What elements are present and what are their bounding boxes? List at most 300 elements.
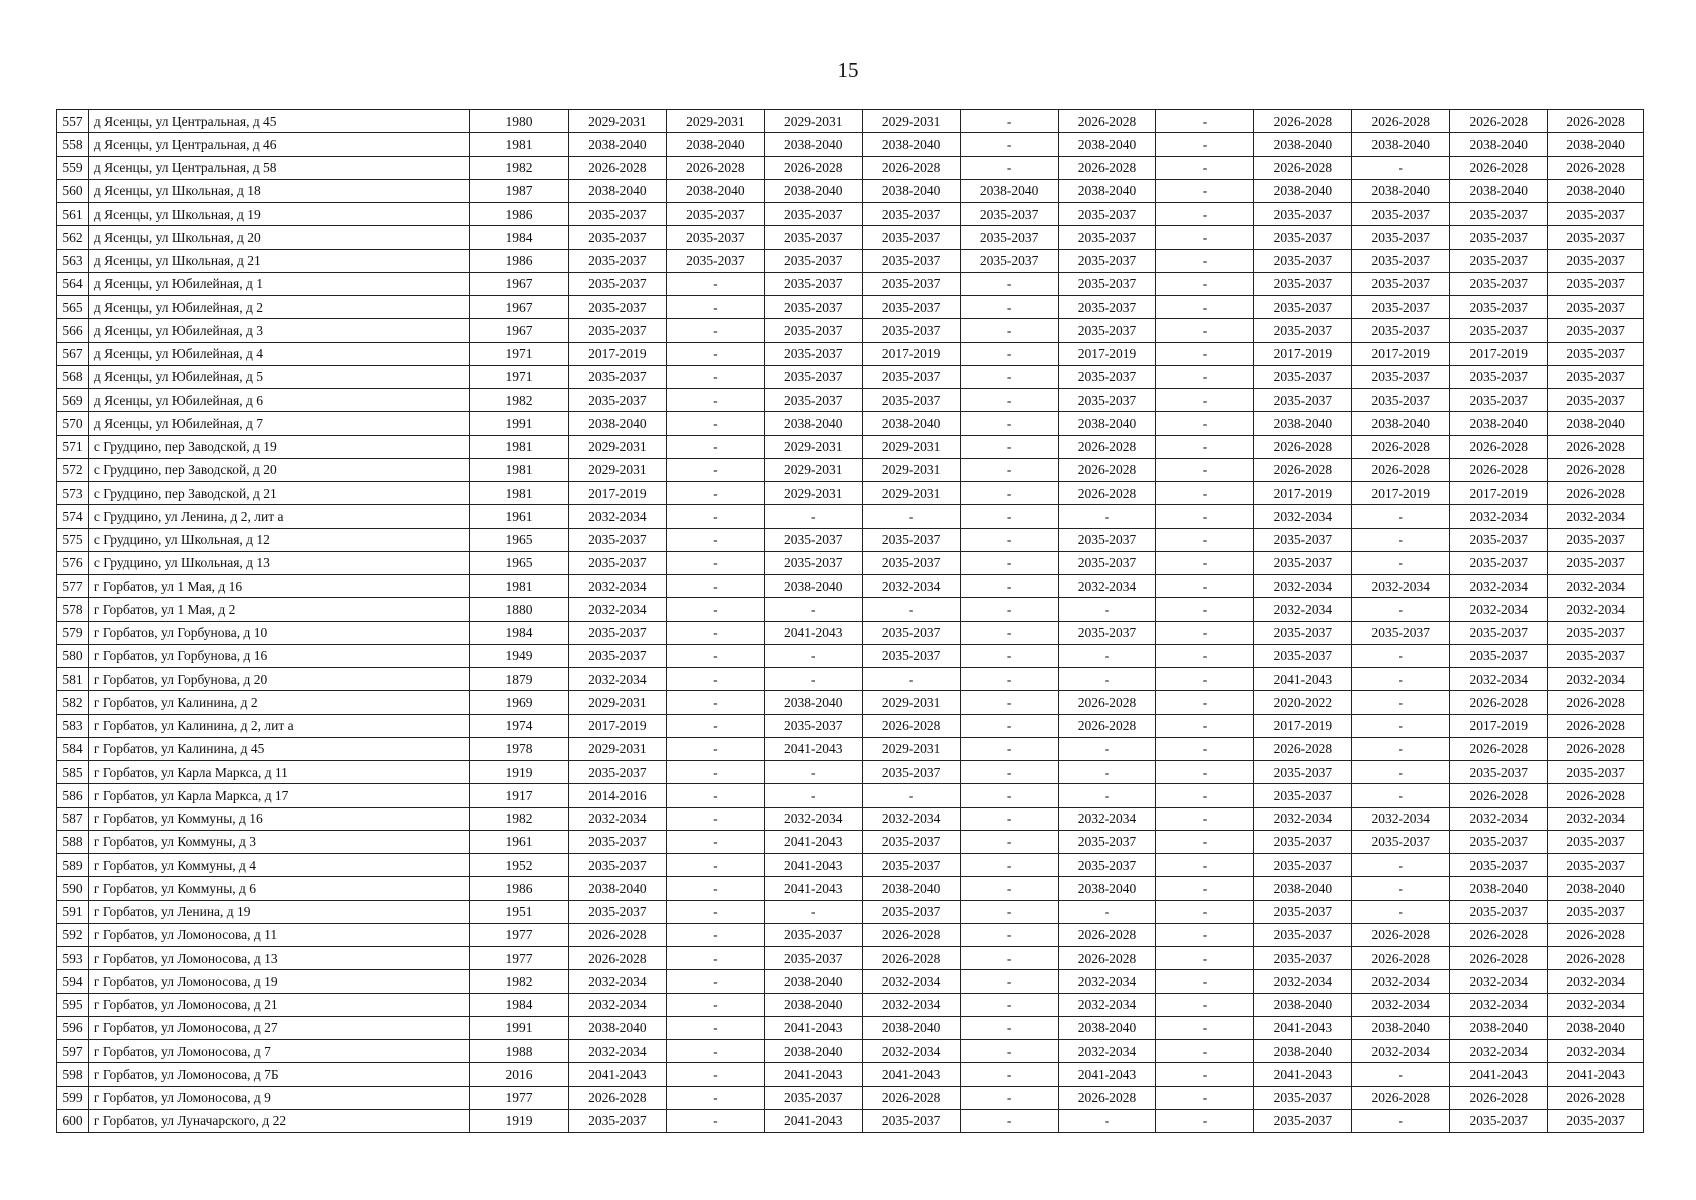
period-cell: 2041-2043 (764, 1063, 862, 1086)
period-cell: 2035-2037 (1548, 319, 1644, 342)
row-number-cell: 586 (57, 784, 89, 807)
period-cell: - (960, 1063, 1058, 1086)
period-cell: - (666, 900, 764, 923)
period-cell: 2035-2037 (1548, 203, 1644, 226)
period-cell: 2038-2040 (1254, 412, 1352, 435)
table-row (57, 458, 1644, 481)
period-cell: - (1156, 691, 1254, 714)
period-cell: 2026-2028 (862, 1086, 960, 1109)
address-cell: д Ясенцы, ул Юбилейная, д 5 (88, 365, 469, 388)
row-number-cell: 589 (57, 854, 89, 877)
row-number-cell: 559 (57, 156, 89, 179)
period-cell: 2026-2028 (1058, 691, 1156, 714)
period-cell: 2035-2037 (862, 900, 960, 923)
period-cell: 2035-2037 (1254, 830, 1352, 853)
table-row (57, 389, 1644, 412)
period-cell: - (666, 854, 764, 877)
period-cell: 2038-2040 (1352, 133, 1450, 156)
period-cell: 2035-2037 (568, 272, 666, 295)
period-cell: 2035-2037 (1058, 528, 1156, 551)
period-cell: - (666, 365, 764, 388)
period-cell: 2026-2028 (862, 714, 960, 737)
period-cell: - (764, 644, 862, 667)
period-cell: 2035-2037 (1254, 319, 1352, 342)
period-cell: - (666, 923, 764, 946)
period-cell: - (1352, 1063, 1450, 1086)
period-cell: - (1156, 854, 1254, 877)
period-cell: 2029-2031 (862, 482, 960, 505)
period-cell: - (960, 482, 1058, 505)
period-cell: 2032-2034 (862, 807, 960, 830)
period-cell: 2026-2028 (1548, 156, 1644, 179)
period-cell: - (1156, 970, 1254, 993)
period-cell: 2038-2040 (1450, 877, 1548, 900)
address-cell: с Грудцино, ул Ленина, д 2, лит а (88, 505, 469, 528)
period-cell: 2035-2037 (568, 319, 666, 342)
period-cell: 2038-2040 (764, 179, 862, 202)
address-cell: с Грудцино, пер Заводской, д 20 (88, 458, 469, 481)
period-cell: - (960, 133, 1058, 156)
period-cell: - (960, 947, 1058, 970)
period-cell: 2032-2034 (1548, 970, 1644, 993)
year-cell: 1984 (469, 993, 568, 1016)
address-cell: с Грудцино, пер Заводской, д 21 (88, 482, 469, 505)
table-row (57, 691, 1644, 714)
address-cell: д Ясенцы, ул Центральная, д 58 (88, 156, 469, 179)
period-cell: - (1352, 854, 1450, 877)
period-cell: - (960, 854, 1058, 877)
period-cell: - (960, 389, 1058, 412)
period-cell: 2032-2034 (1548, 505, 1644, 528)
row-number-cell: 577 (57, 575, 89, 598)
year-cell: 1974 (469, 714, 568, 737)
period-cell: - (960, 830, 1058, 853)
period-cell: 2032-2034 (1450, 1040, 1548, 1063)
period-cell: 2035-2037 (1058, 365, 1156, 388)
period-cell: - (666, 1063, 764, 1086)
period-cell: - (1156, 993, 1254, 1016)
period-cell: 2038-2040 (764, 970, 862, 993)
row-number-cell: 598 (57, 1063, 89, 1086)
period-cell: 2041-2043 (764, 737, 862, 760)
year-cell: 1951 (469, 900, 568, 923)
row-number-cell: 557 (57, 110, 89, 133)
period-cell: 2038-2040 (862, 1016, 960, 1039)
period-cell: 2035-2037 (1450, 296, 1548, 319)
period-cell: - (1352, 714, 1450, 737)
period-cell: 2038-2040 (1058, 1016, 1156, 1039)
period-cell: - (1156, 505, 1254, 528)
period-cell: 2026-2028 (1058, 947, 1156, 970)
period-cell: 2035-2037 (568, 761, 666, 784)
period-cell: - (764, 784, 862, 807)
address-cell: г Горбатов, ул Коммуны, д 3 (88, 830, 469, 853)
period-cell: 2035-2037 (568, 249, 666, 272)
period-cell: - (1156, 714, 1254, 737)
period-cell: 2038-2040 (1254, 993, 1352, 1016)
address-cell: д Ясенцы, ул Школьная, д 20 (88, 226, 469, 249)
table-row (57, 644, 1644, 667)
period-cell: 2026-2028 (1254, 110, 1352, 133)
period-cell: 2035-2037 (1450, 249, 1548, 272)
period-cell: - (960, 110, 1058, 133)
period-cell: 2032-2034 (1548, 1040, 1644, 1063)
period-cell: - (1156, 272, 1254, 295)
period-cell: - (1156, 342, 1254, 365)
year-cell: 1982 (469, 389, 568, 412)
year-cell: 1965 (469, 551, 568, 574)
period-cell: 2029-2031 (862, 110, 960, 133)
period-cell: 2029-2031 (862, 691, 960, 714)
period-cell: - (960, 458, 1058, 481)
period-cell: 2026-2028 (1548, 714, 1644, 737)
period-cell: 2035-2037 (862, 249, 960, 272)
address-cell: д Ясенцы, ул Юбилейная, д 3 (88, 319, 469, 342)
period-cell: - (1156, 110, 1254, 133)
period-cell: 2035-2037 (862, 1109, 960, 1132)
period-cell: 2035-2037 (1548, 1109, 1644, 1132)
table-row (57, 575, 1644, 598)
period-cell: 2026-2028 (666, 156, 764, 179)
period-cell: - (666, 1086, 764, 1109)
period-cell: 2035-2037 (666, 226, 764, 249)
period-cell: - (666, 621, 764, 644)
period-cell: 2035-2037 (764, 714, 862, 737)
period-cell: 2035-2037 (960, 226, 1058, 249)
period-cell: 2035-2037 (666, 249, 764, 272)
period-cell: - (960, 1086, 1058, 1109)
period-cell: - (1156, 365, 1254, 388)
period-cell: 2032-2034 (1450, 970, 1548, 993)
period-cell: - (1352, 877, 1450, 900)
year-cell: 1982 (469, 970, 568, 993)
row-number-cell: 567 (57, 342, 89, 365)
year-cell: 1965 (469, 528, 568, 551)
period-cell: 2032-2034 (568, 807, 666, 830)
year-cell: 1967 (469, 319, 568, 342)
period-cell: 2038-2040 (862, 412, 960, 435)
period-cell: - (1156, 737, 1254, 760)
row-number-cell: 599 (57, 1086, 89, 1109)
period-cell: 2029-2031 (764, 458, 862, 481)
year-cell: 1981 (469, 575, 568, 598)
year-cell: 1978 (469, 737, 568, 760)
period-cell: 2035-2037 (1548, 528, 1644, 551)
table-row (57, 947, 1644, 970)
period-cell: 2035-2037 (568, 854, 666, 877)
period-cell: 2032-2034 (1548, 807, 1644, 830)
period-cell: 2038-2040 (568, 412, 666, 435)
period-cell: 2035-2037 (1548, 272, 1644, 295)
table-row (57, 551, 1644, 574)
row-number-cell: 578 (57, 598, 89, 621)
table-row (57, 156, 1644, 179)
table-row (57, 296, 1644, 319)
period-cell: - (666, 435, 764, 458)
row-number-cell: 566 (57, 319, 89, 342)
period-cell: 2038-2040 (568, 133, 666, 156)
address-cell: д Ясенцы, ул Юбилейная, д 7 (88, 412, 469, 435)
period-cell: 2035-2037 (862, 621, 960, 644)
period-cell: 2035-2037 (1450, 621, 1548, 644)
period-cell: 2035-2037 (1450, 900, 1548, 923)
table-body (57, 110, 1644, 1133)
period-cell: 2035-2037 (1254, 761, 1352, 784)
period-cell: 2041-2043 (568, 1063, 666, 1086)
year-cell: 1981 (469, 435, 568, 458)
period-cell: 2035-2037 (862, 854, 960, 877)
period-cell: 2017-2019 (1352, 342, 1450, 365)
period-cell: 2026-2028 (1548, 784, 1644, 807)
period-cell: 2038-2040 (1352, 412, 1450, 435)
period-cell: - (1156, 296, 1254, 319)
period-cell: 2035-2037 (1548, 365, 1644, 388)
period-cell: - (666, 575, 764, 598)
period-cell: 2026-2028 (1058, 482, 1156, 505)
period-cell: 2032-2034 (1058, 970, 1156, 993)
period-cell: 2032-2034 (1058, 993, 1156, 1016)
row-number-cell: 595 (57, 993, 89, 1016)
year-cell: 2016 (469, 1063, 568, 1086)
period-cell: 2038-2040 (1254, 179, 1352, 202)
period-cell: 2035-2037 (1450, 854, 1548, 877)
period-cell: 2035-2037 (568, 644, 666, 667)
period-cell: 2032-2034 (568, 1040, 666, 1063)
table-row (57, 412, 1644, 435)
period-cell: 2038-2040 (1254, 133, 1352, 156)
period-cell: 2029-2031 (568, 737, 666, 760)
period-cell: 2032-2034 (568, 575, 666, 598)
row-number-cell: 565 (57, 296, 89, 319)
year-cell: 1981 (469, 458, 568, 481)
period-cell: - (1352, 668, 1450, 691)
period-cell: 2038-2040 (568, 1016, 666, 1039)
period-cell: 2035-2037 (1548, 226, 1644, 249)
period-cell: 2035-2037 (1058, 551, 1156, 574)
period-cell: 2035-2037 (1254, 551, 1352, 574)
period-cell: - (960, 365, 1058, 388)
year-cell: 1969 (469, 691, 568, 714)
period-cell: 2035-2037 (764, 203, 862, 226)
row-number-cell: 600 (57, 1109, 89, 1132)
period-cell: - (960, 575, 1058, 598)
period-cell: - (1058, 761, 1156, 784)
period-cell: 2035-2037 (1450, 365, 1548, 388)
period-cell: 2035-2037 (862, 644, 960, 667)
period-cell: 2032-2034 (862, 575, 960, 598)
table-row (57, 179, 1644, 202)
period-cell: 2035-2037 (1548, 342, 1644, 365)
period-cell: - (666, 807, 764, 830)
period-cell: - (666, 737, 764, 760)
period-cell: 2026-2028 (862, 947, 960, 970)
period-cell: 2029-2031 (764, 435, 862, 458)
address-cell: г Горбатов, ул Ломоносова, д 13 (88, 947, 469, 970)
period-cell: 2035-2037 (862, 551, 960, 574)
period-cell: - (1156, 1086, 1254, 1109)
period-cell: - (666, 505, 764, 528)
period-cell: 2026-2028 (1352, 1086, 1450, 1109)
row-number-cell: 580 (57, 644, 89, 667)
period-cell: 2032-2034 (1352, 993, 1450, 1016)
period-cell: - (1156, 668, 1254, 691)
period-cell: 2035-2037 (1450, 761, 1548, 784)
period-cell: 2038-2040 (1450, 179, 1548, 202)
address-cell: г Горбатов, ул Калинина, д 2, лит а (88, 714, 469, 737)
period-cell: 2035-2037 (1352, 272, 1450, 295)
table-row (57, 110, 1644, 133)
period-cell: 2032-2034 (568, 993, 666, 1016)
table-row (57, 714, 1644, 737)
period-cell: - (1156, 458, 1254, 481)
period-cell: 2032-2034 (1352, 970, 1450, 993)
period-cell: 2035-2037 (1548, 854, 1644, 877)
period-cell: - (1156, 807, 1254, 830)
period-cell: 2035-2037 (568, 1109, 666, 1132)
period-cell: - (666, 1016, 764, 1039)
period-cell: 2038-2040 (1352, 1016, 1450, 1039)
period-cell: 2035-2037 (862, 226, 960, 249)
period-cell: 2038-2040 (1548, 133, 1644, 156)
period-cell: 2038-2040 (764, 575, 862, 598)
period-cell: 2035-2037 (1254, 923, 1352, 946)
year-cell: 1967 (469, 272, 568, 295)
period-cell: 2035-2037 (568, 528, 666, 551)
period-cell: 2029-2031 (764, 482, 862, 505)
year-cell: 1984 (469, 621, 568, 644)
period-cell: - (1352, 156, 1450, 179)
period-cell: - (666, 412, 764, 435)
period-cell: - (666, 319, 764, 342)
period-cell: 2029-2031 (568, 110, 666, 133)
period-cell: - (960, 505, 1058, 528)
address-cell: г Горбатов, ул Ломоносова, д 9 (88, 1086, 469, 1109)
period-cell: - (1156, 528, 1254, 551)
address-cell: г Горбатов, ул Карла Маркса, д 17 (88, 784, 469, 807)
period-cell: 2035-2037 (568, 389, 666, 412)
period-cell: 2032-2034 (1548, 575, 1644, 598)
address-cell: д Ясенцы, ул Юбилейная, д 1 (88, 272, 469, 295)
address-cell: г Горбатов, ул Ломоносова, д 7Б (88, 1063, 469, 1086)
period-cell: 2035-2037 (1450, 226, 1548, 249)
row-number-cell: 588 (57, 830, 89, 853)
address-cell: г Горбатов, ул Ломоносова, д 7 (88, 1040, 469, 1063)
address-cell: г Горбатов, ул Калинина, д 2 (88, 691, 469, 714)
period-cell: 2026-2028 (1352, 110, 1450, 133)
period-cell: 2035-2037 (568, 203, 666, 226)
period-cell: 2032-2034 (1450, 993, 1548, 1016)
period-cell: 2035-2037 (862, 272, 960, 295)
period-cell: - (1058, 598, 1156, 621)
period-cell: - (666, 342, 764, 365)
period-cell: - (666, 482, 764, 505)
period-cell: - (960, 342, 1058, 365)
period-cell: 2035-2037 (1254, 272, 1352, 295)
period-cell: 2014-2016 (568, 784, 666, 807)
period-cell: 2017-2019 (1254, 482, 1352, 505)
period-cell: - (764, 505, 862, 528)
row-number-cell: 583 (57, 714, 89, 737)
period-cell: 2035-2037 (1450, 528, 1548, 551)
period-cell: 2035-2037 (764, 947, 862, 970)
year-cell: 1977 (469, 1086, 568, 1109)
row-number-cell: 582 (57, 691, 89, 714)
row-number-cell: 587 (57, 807, 89, 830)
period-cell: 2035-2037 (1352, 389, 1450, 412)
address-cell: д Ясенцы, ул Центральная, д 45 (88, 110, 469, 133)
row-number-cell: 572 (57, 458, 89, 481)
period-cell: - (666, 551, 764, 574)
year-cell: 1981 (469, 133, 568, 156)
table-row (57, 342, 1644, 365)
period-cell: 2038-2040 (1058, 133, 1156, 156)
period-cell: - (1156, 784, 1254, 807)
period-cell: - (960, 900, 1058, 923)
period-cell: 2026-2028 (1058, 458, 1156, 481)
period-cell: 2026-2028 (568, 1086, 666, 1109)
period-cell: 2026-2028 (1450, 110, 1548, 133)
period-cell: 2026-2028 (1352, 435, 1450, 458)
period-cell: - (666, 714, 764, 737)
year-cell: 1991 (469, 412, 568, 435)
period-cell: - (666, 389, 764, 412)
period-cell: 2038-2040 (1450, 412, 1548, 435)
table-row (57, 761, 1644, 784)
address-cell: г Горбатов, ул Калинина, д 45 (88, 737, 469, 760)
period-cell: 2035-2037 (568, 621, 666, 644)
row-number-cell: 568 (57, 365, 89, 388)
period-cell: - (1156, 621, 1254, 644)
period-cell: 2035-2037 (764, 319, 862, 342)
period-cell: - (1058, 668, 1156, 691)
table-row (57, 505, 1644, 528)
period-cell: 2026-2028 (1450, 784, 1548, 807)
period-cell: 2038-2040 (764, 993, 862, 1016)
table-row (57, 226, 1644, 249)
period-cell: - (960, 877, 1058, 900)
period-cell: - (960, 714, 1058, 737)
period-cell: 2035-2037 (1548, 389, 1644, 412)
period-cell: 2035-2037 (1254, 203, 1352, 226)
period-cell: - (960, 923, 1058, 946)
period-cell: - (1352, 551, 1450, 574)
period-cell: 2032-2034 (1450, 505, 1548, 528)
period-cell: - (960, 412, 1058, 435)
period-cell: 2026-2028 (568, 156, 666, 179)
period-cell: - (666, 784, 764, 807)
period-cell: - (1058, 505, 1156, 528)
address-cell: г Горбатов, ул Коммуны, д 16 (88, 807, 469, 830)
period-cell: - (1058, 737, 1156, 760)
period-cell: 2035-2037 (862, 761, 960, 784)
table-row (57, 1063, 1644, 1086)
period-cell: 2035-2037 (960, 249, 1058, 272)
period-cell: 2038-2040 (1450, 133, 1548, 156)
period-cell: - (666, 877, 764, 900)
period-cell: 2035-2037 (1352, 296, 1450, 319)
year-cell: 1967 (469, 296, 568, 319)
period-cell: 2026-2028 (1450, 737, 1548, 760)
period-cell: 2035-2037 (1450, 1109, 1548, 1132)
period-cell: 2035-2037 (1254, 1086, 1352, 1109)
period-cell: - (1352, 761, 1450, 784)
period-cell: - (1156, 575, 1254, 598)
period-cell: - (666, 947, 764, 970)
period-cell: 2035-2037 (1548, 761, 1644, 784)
period-cell: - (862, 598, 960, 621)
row-number-cell: 579 (57, 621, 89, 644)
period-cell: 2026-2028 (568, 947, 666, 970)
